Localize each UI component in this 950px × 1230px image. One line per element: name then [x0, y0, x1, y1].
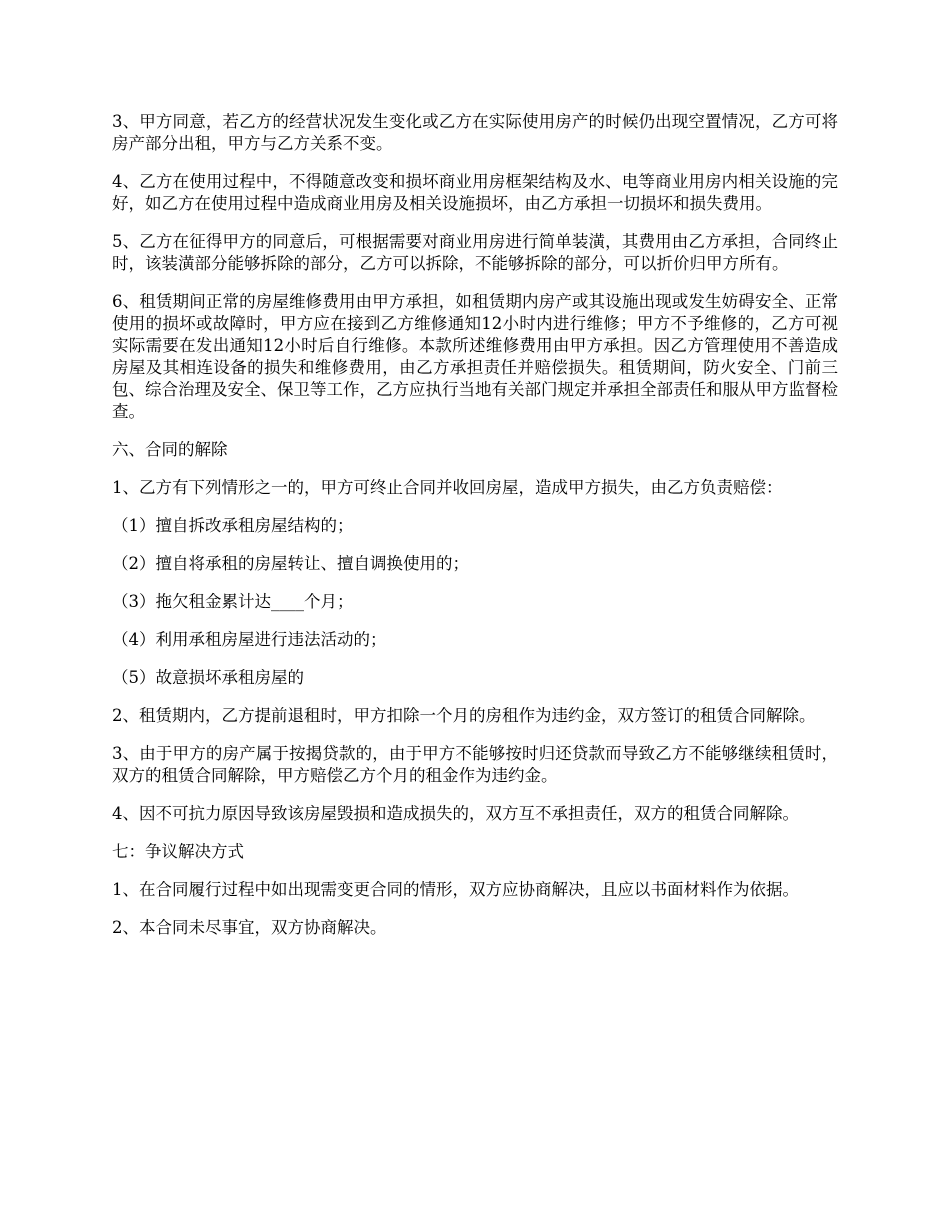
clause-5-decoration: 5、乙方在征得甲方的同意后，可根据需要对商业用房进行简单装潢，其费用由乙方承担，合同终止时，该装潢部分能够拆除的部分，乙方可以拆除，不能够拆除的部分，可以折价归甲方所有。 [112, 232, 838, 273]
termination-item-5: （5）故意损坏承租房屋的 [112, 668, 304, 687]
termination-clause-3: 3、由于甲方的房产属于按揭贷款的，由于甲方不能够按时归还贷款而导致乙方不能够继续租赁时，双方的租赁合同解除，甲方赔偿乙方个月的租金作为违约金。 [112, 744, 838, 785]
clause-4-no-damage: 4、乙方在使用过程中，不得随意改变和损坏商业用房框架结构及水、电等商业用房内相关设施的完好，如乙方在使用过程中造成商业用房及相关设施损坏，由乙方承担一切损坏和损失费用。 [112, 172, 838, 213]
termination-item-4: （4）利用承租房屋进行违法活动的； [112, 630, 387, 649]
clause-3-vacancy-sublet: 3、甲方同意，若乙方的经营状况发生变化或乙方在实际使用房产的时候仍出现空置情况，乙方可将房产部分出租，甲方与乙方关系不变。 [112, 112, 838, 153]
termination-clause-1: 1、乙方有下列情形之一的，甲方可终止合同并收回房屋，造成甲方损失，由乙方负责赔偿： [112, 478, 783, 497]
section-heading-termination: 六、合同的解除 [112, 440, 228, 459]
termination-item-3: （3）拖欠租金累计达____个月； [112, 592, 354, 611]
section-heading-dispute: 七：争议解决方式 [112, 842, 244, 861]
termination-item-1: （1）擅自拆改承租房屋结构的； [112, 516, 354, 535]
termination-clause-4: 4、因不可抗力原因导致该房屋毁损和造成损失的，双方互不承担责任，双方的租赁合同解除。 [112, 804, 799, 823]
dispute-clause-2: 2、本合同未尽事宜，双方协商解决。 [112, 918, 387, 937]
document-page [112, 111, 838, 955]
dispute-clause-1: 1、在合同履行过程中如出现需变更合同的情形，双方应协商解决，且应以书面材料作为依据。 [112, 880, 799, 899]
termination-clause-2: 2、租赁期内，乙方提前退租时，甲方扣除一个月的房租作为违约金，双方签订的租赁合同解除。 [112, 706, 816, 725]
termination-item-2: （2）擅自将承租的房屋转让、擅自调换使用的； [112, 554, 469, 573]
clause-6-maintenance: 6、租赁期间正常的房屋维修费用由甲方承担，如租赁期内房产或其设施出现或发生妨碍安全、正常使用的损坏或故障时，甲方应在接到乙方维修通知12小时内进行维修；甲方不予维修的，乙方可视实际需要在发出通知12小时后自行维修。本款所述维修费用由甲方承担。因乙方管理使用不善造成房屋及其相连设备的损失和维修费用，由乙方承担责任并赔偿损失。租赁期间，防火安全、门前三包、综合治理及安全、保卫等工作，乙方应执行当地有关部门规定并承担全部责任和服从甲方监督检查。 [112, 292, 838, 421]
